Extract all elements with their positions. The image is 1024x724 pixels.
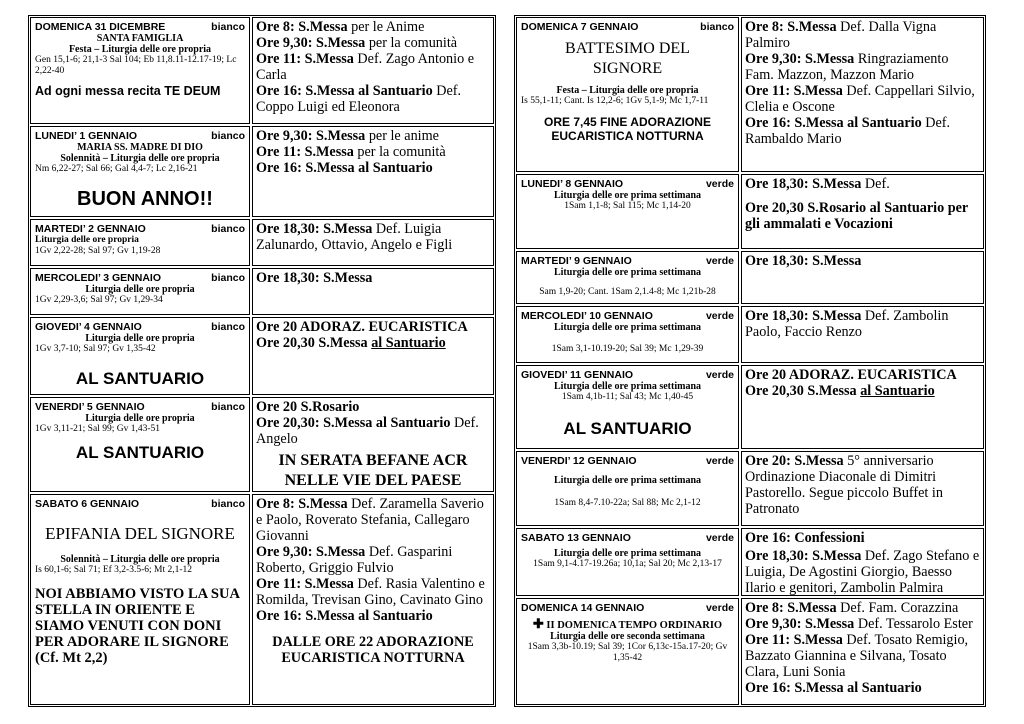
masses-cell-jan-13	[741, 528, 984, 596]
liturgy-note: Liturgia delle ore prima settimana	[553, 190, 702, 201]
masses-cell-jan-10	[741, 306, 984, 363]
liturgy-note: Festa – Liturgia delle ore propria	[68, 44, 212, 55]
liturgical-color: verde	[705, 178, 734, 190]
mass-line: Ore 18,30: S.Messa Def.	[745, 176, 890, 192]
day-name: MERCOLEDI’ 3 GENNAIO	[35, 272, 162, 284]
feast-title: II DOMENICA TEMPO ORDINARIO	[546, 620, 723, 631]
masses-cell-jan-8	[741, 174, 984, 249]
liturgical-color: bianco	[211, 223, 245, 235]
right-schedule-table	[514, 15, 986, 707]
feast-title: BATTESIMO DEL SIGNORE	[565, 40, 690, 77]
mass-line: Ore 16: S.Messa al Santuario Def. Rambaldo Mario	[745, 115, 951, 147]
liturgical-color: bianco	[211, 321, 245, 333]
mass-cells-jan-13-14	[740, 527, 985, 706]
day-cell-jan-10	[516, 306, 739, 363]
readings: 1Sam 9,1-4.17-19.26a; 10,1a; Sal 20; Mc 2,13-17	[533, 559, 722, 569]
masses-cell-jan-6	[252, 494, 494, 705]
liturgical-color: bianco	[211, 130, 245, 142]
readings: Is 55,1-11; Cant. Is 12,2-6; 1Gv 5,1-9; Mc 1,7-11	[521, 96, 709, 106]
te-deum-note: Ad ogni messa recita TE DEUM	[35, 84, 221, 98]
day-name: MARTEDI’ 9 GENNAIO	[521, 255, 632, 267]
mass-line: Ore 11: S.Messa Def. Zago Antonio e Carla	[256, 51, 475, 83]
liturgy-note: Liturgia delle ore prima settimana	[553, 267, 702, 278]
day-name: VENERDI’ 12 GENNAIO	[521, 455, 637, 467]
day-cell-jan-1	[30, 126, 250, 217]
day-cell-jan-2	[30, 219, 250, 266]
liturgy-note: Liturgia delle ore prima settimana	[553, 475, 702, 486]
mass-line: Ore 16: S.Messa al Santuario Def. Coppo Luigi ed Eleonora	[256, 83, 462, 115]
mass-line: Ore 18,30: S.Messa Def. Zago Stefano e Luigia, De Agostini Giorgio, Baesso Ilario e genitori, Zambolin Palmira	[745, 548, 980, 596]
mass-line: Ore 9,30: S.Messa per le anime	[256, 128, 439, 144]
mass-line: Ore 18,30: S.Messa	[745, 253, 862, 269]
readings: Gen 15,1-6; 21,1-3 Sal 104; Eb 11,8.11-12.17-19; Lc 2,22-40	[35, 55, 237, 76]
mass-line: Ore 9,30: S.Messa Def. Gasparini Roberto, Griggio Fulvio	[256, 544, 453, 576]
liturgy-note: Liturgia delle ore propria	[85, 284, 195, 295]
cross-icon: ✚	[532, 616, 544, 631]
day-cell-dec-31	[30, 17, 250, 124]
readings: 1Gv 3,7-10; Sal 97; Gv 1,35-42	[35, 344, 156, 354]
liturgical-color: verde	[705, 310, 734, 322]
day-cell-jan-6	[30, 494, 250, 705]
liturgical-color: verde	[705, 369, 734, 381]
mass-line: Ore 11: S.Messa per la comunità	[256, 144, 446, 160]
day-cell-jan-11	[516, 365, 739, 449]
liturgical-color: bianco	[211, 498, 245, 510]
day-name: VENERDI’ 5 GENNAIO	[35, 401, 145, 413]
liturgical-color: bianco	[211, 401, 245, 413]
mass-line: Ore 9,30: S.Messa per la comunità	[256, 35, 458, 51]
readings: 1Sam 3,3b-10.19; Sal 39; 1Cor 6,13c-15a.17-20; Gv 1,35-42	[527, 642, 728, 663]
mass-line: Ore 18,30: S.Messa Def. Luigia Zalunardo, Ottavio, Angelo e Figli	[256, 221, 453, 253]
day-cell-jan-5	[30, 397, 250, 492]
adoration-event: DALLE ORE 22 ADORAZIONE EUCARISTICA NOTTURNA	[272, 634, 474, 666]
feast-title: SANTA FAMIGLIA	[96, 33, 184, 44]
liturgical-color: verde	[705, 255, 734, 267]
liturgy-note: Solennità – Liturgia delle ore propria	[60, 153, 220, 164]
masses-cell-jan-9	[741, 251, 984, 304]
day-name: DOMENICA 7 GENNAIO	[521, 21, 639, 33]
day-cell-jan-8	[516, 174, 739, 249]
day-cell-jan-3	[30, 268, 250, 315]
day-name: GIOVEDI’ 4 GENNAIO	[35, 321, 142, 333]
liturgy-note: Liturgia delle ore prima settimana	[553, 381, 702, 392]
liturgical-color: verde	[705, 532, 734, 544]
mass-line: Ore 20 S.Rosario	[256, 399, 360, 415]
mass-line: Ore 20,30 S.Messa al Santuario	[745, 383, 935, 399]
readings: 1Sam 4,1b-11; Sal 43; Mc 1,40-45	[561, 392, 694, 402]
mass-line: Ore 8: S.Messa Def. Zaramella Saverio e Paolo, Roverato Stefania, Callegaro Giovanni	[256, 496, 484, 544]
mass-line: Ore 8: S.Messa Def. Fam. Corazzina	[745, 600, 959, 616]
mass-line: Ore 16: S.Messa al Santuario	[256, 160, 433, 176]
readings: 1Sam 1,1-8; Sal 115; Mc 1,14-20	[564, 201, 691, 211]
day-name: DOMENICA 31 DICEMBRE	[35, 21, 166, 33]
readings: Is 60,1-6; Sal 71; Ef 3,2-3.5-6; Mt 2,1-12	[35, 565, 193, 575]
liturgy-note: Liturgia delle ore propria	[85, 413, 195, 424]
readings: 1Sam 3,1-10.19-20; Sal 39; Mc 1,29-39	[551, 344, 704, 354]
befane-event: IN SERATA BEFANE ACR NELLE VIE DEL PAESE	[278, 452, 468, 489]
readings: Nm 6,22-27; Sal 66; Gal 4,4-7; Lc 2,16-21	[35, 164, 198, 174]
liturgy-note: Liturgia delle ore prima settimana	[553, 548, 702, 559]
readings: 1Gv 3,11-21; Sal 99; Gv 1,43-51	[35, 424, 160, 434]
masses-cell-jan-11	[741, 365, 984, 449]
sanctuary-note: AL SANTUARIO	[75, 369, 205, 388]
liturgy-note: Liturgia delle ore seconda settimana	[550, 631, 705, 642]
liturgy-note: Liturgia delle ore prima settimana	[553, 322, 702, 333]
mass-line: Ore 8: S.Messa per le Anime	[256, 19, 425, 35]
mass-line: Ore 16: Confessioni	[745, 530, 865, 546]
liturgy-note: Liturgia delle ore propria	[35, 235, 139, 245]
day-cell-jan-4	[30, 317, 250, 395]
day-cell-jan-7	[516, 17, 739, 172]
mass-line: Ore 20 ADORAZ. EUCARISTICA	[745, 367, 957, 383]
masses-cell-jan-12	[741, 451, 984, 526]
mass-line: Ore 18,30: S.Messa Def. Zambolin Paolo, Faccio Renzo	[745, 308, 949, 340]
masses-cell-jan-3	[252, 268, 494, 315]
day-cell-jan-9	[516, 251, 739, 304]
mass-line: Ore 11: S.Messa Def. Rasia Valentino e Romilda, Trevisan Gino, Cavinato Gino	[256, 576, 485, 608]
day-cell-jan-13	[516, 528, 739, 596]
liturgy-note: Liturgia delle ore propria	[85, 333, 195, 344]
day-name: SABATO 13 GENNAIO	[521, 532, 631, 544]
rosary-event: Ore 20,30 S.Rosario al Santuario per gli ammalati e Vocazioni	[745, 200, 968, 232]
liturgy-note: Solennità – Liturgia delle ore propria	[60, 554, 220, 565]
mass-line: Ore 16: S.Messa al Santuario	[256, 608, 433, 624]
day-name: MERCOLEDI’ 10 GENNAIO	[521, 310, 653, 322]
left-schedule-table	[28, 15, 496, 707]
sanctuary-note: AL SANTUARIO	[75, 443, 205, 462]
masses-cell-jan-2	[252, 219, 494, 266]
liturgy-note: Festa – Liturgia delle ore propria	[556, 85, 699, 96]
day-cell-jan-14	[516, 598, 739, 705]
mass-line: Ore 20,30 S.Messa al Santuario	[256, 335, 446, 351]
day-name: SABATO 6 GENNAIO	[35, 498, 140, 510]
day-name: LUNEDI’ 1 GENNAIO	[35, 130, 138, 142]
masses-cell-jan-5	[252, 397, 494, 492]
masses-cell-jan-14	[741, 598, 984, 705]
happy-new-year-note: BUON ANNO!!	[77, 188, 213, 210]
feast-title: MARIA SS. MADRE DI DIO	[77, 142, 203, 153]
mass-line: Ore 18,30: S.Messa	[256, 270, 373, 286]
day-name: DOMENICA 14 GENNAIO	[521, 602, 645, 614]
feast-title: EPIFANIA DEL SIGNORE	[45, 524, 235, 543]
readings: 1Sam 8,4-7.10-22a; Sal 88; Mc 2,1-12	[554, 498, 701, 508]
readings: 1Gv 2,29-3,6; Sal 97; Gv 1,29-34	[35, 295, 163, 305]
readings: 1Gv 2,22-28; Sal 97; Gv 1,19-28	[35, 246, 161, 256]
masses-cell-jan-4	[252, 317, 494, 395]
mass-line: Ore 11: S.Messa Def. Cappellari Silvio, Clelia e Oscone	[745, 83, 975, 115]
day-name: MARTEDI’ 2 GENNAIO	[35, 223, 146, 235]
epiphany-quote: NOI ABBIAMO VISTO LA SUA STELLA IN ORIENTE E SIAMO VENUTI CON DONI PER ADORARE IL SIGNORE (Cf. Mt 2,2)	[35, 586, 240, 666]
liturgical-color: bianco	[211, 272, 245, 284]
day-name: LUNEDI’ 8 GENNAIO	[521, 178, 624, 190]
mass-line: Ore 20,30: S.Messa al Santuario Def. Angelo	[256, 415, 479, 447]
day-name: GIOVEDI’ 11 GENNAIO	[521, 369, 634, 381]
liturgical-color: verde	[705, 455, 734, 467]
liturgical-color: verde	[705, 602, 734, 614]
masses-cell-jan-1	[252, 126, 494, 217]
day-cells-jan-13-14	[515, 527, 740, 706]
mass-line: Ore 8: S.Messa Def. Dalla Vigna Palmiro	[745, 19, 937, 51]
masses-cell-jan-7	[741, 17, 984, 172]
mass-line: Ore 16: S.Messa al Santuario	[745, 680, 922, 696]
mass-line: Ore 9,30: S.Messa Def. Tessarolo Ester	[745, 616, 973, 632]
mass-line: Ore 20 ADORAZ. EUCARISTICA	[256, 319, 468, 335]
mass-line: Ore 9,30: S.Messa Ringraziamento Fam. Mazzon, Mazzon Mario	[745, 51, 949, 83]
masses-cell-dec-31	[252, 17, 494, 124]
adoration-end-note: ORE 7,45 FINE ADORAZIONE EUCARISTICA NOTTURNA	[544, 115, 711, 143]
sanctuary-note: AL SANTUARIO	[563, 419, 692, 438]
liturgical-color: bianco	[700, 21, 734, 33]
mass-line: Ore 20: S.Messa 5° anniversario Ordinazione Diaconale di Dimitri Pastorello. Segue piccolo Buffet in Patronato	[745, 453, 943, 517]
liturgical-color: bianco	[211, 21, 245, 33]
day-cell-jan-12	[516, 451, 739, 526]
mass-line: Ore 11: S.Messa Def. Tosato Remigio, Bazzato Giannina e Silvana, Tosato Clara, Luni Sonia	[745, 632, 969, 680]
readings: Sam 1,9-20; Cant. 1Sam 2,1.4-8; Mc 1,21b-28	[539, 287, 716, 297]
